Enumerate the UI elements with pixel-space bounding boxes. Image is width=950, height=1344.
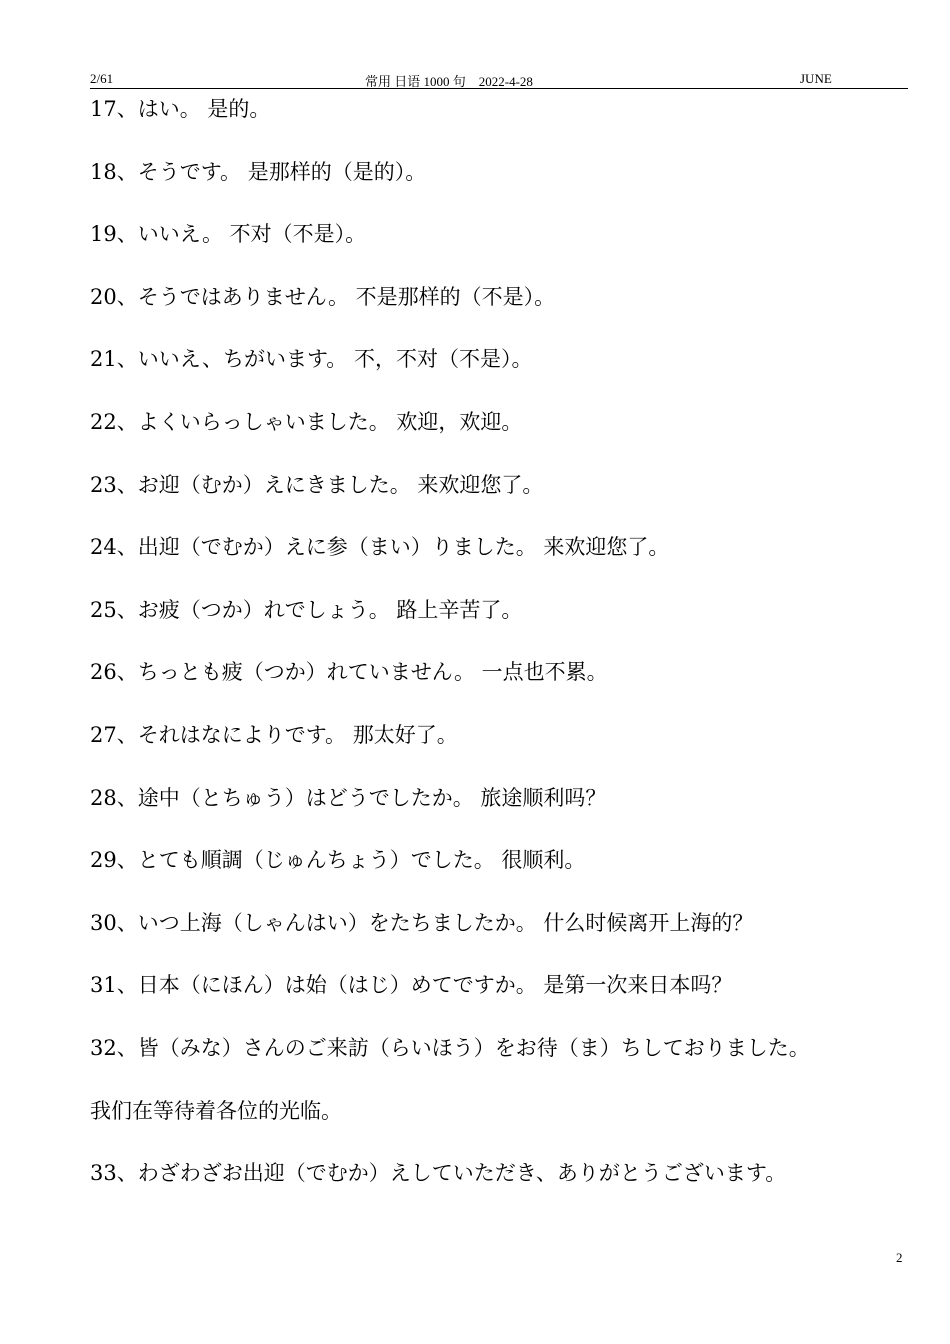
- phrase-line: 32、皆（みな）さんのご来訪（らいほう）をお待（ま）ちしておりました。: [90, 1035, 810, 1060]
- page-header: [90, 70, 908, 89]
- phrase-line: 31、日本（にほん）は始（はじ）めてですか。 是第一次来日本吗？: [90, 973, 733, 998]
- phrase-line: 30、いつ上海（しゃんはい）をたちましたか。 什么时候离开上海的？: [90, 910, 754, 935]
- phrase-line: 20、そうではありません。 不是那样的（不是）。: [90, 284, 556, 309]
- phrase-line: 28、途中（とちゅう）はどうでしたか。 旅途顺利吗？: [90, 785, 607, 810]
- phrase-line: 33、わざわざお出迎（でむか）えしていただき、ありがとうございます。: [90, 1161, 787, 1186]
- phrase-line: 21、いいえ、ちがいます。 不，不对（不是）。: [90, 347, 533, 372]
- header-author: JUNE: [800, 71, 832, 86]
- header-page-indicator: 2/61: [90, 71, 114, 86]
- phrase-line: 23、お迎（むか）えにきました。 来欢迎您了。: [90, 472, 544, 497]
- phrase-line: 18、そうです。 是那样的（是的）。: [90, 159, 427, 184]
- phrase-line: 我们在等待着各位的光临。: [90, 1098, 342, 1123]
- page-number: 2: [896, 1250, 903, 1265]
- phrase-line: 17、はい。 是的。: [90, 97, 271, 121]
- phrase-line: 19、いいえ。 不对（不是）。: [90, 222, 367, 247]
- header-title: 常用 日语 1000 句 2022-4-28: [365, 74, 533, 89]
- phrase-line: 22、よくいらっしゃいました。 欢迎，欢迎。: [90, 409, 523, 434]
- phrase-line: 26、ちっとも疲（つか）れていません。 一点也不累。: [90, 660, 608, 685]
- phrase-line: 25、お疲（つか）れでしょう。 路上辛苦了。: [90, 597, 523, 622]
- phrase-line: 29、とても順調（じゅんちょう）でした。 很顺利。: [90, 848, 586, 873]
- phrase-line: 27、それはなによりです。 那太好了。: [90, 722, 458, 747]
- phrase-list: [90, 92, 920, 1219]
- phrase-line: 24、出迎（でむか）えに参（まい）りました。 来欢迎您了。: [90, 535, 670, 560]
